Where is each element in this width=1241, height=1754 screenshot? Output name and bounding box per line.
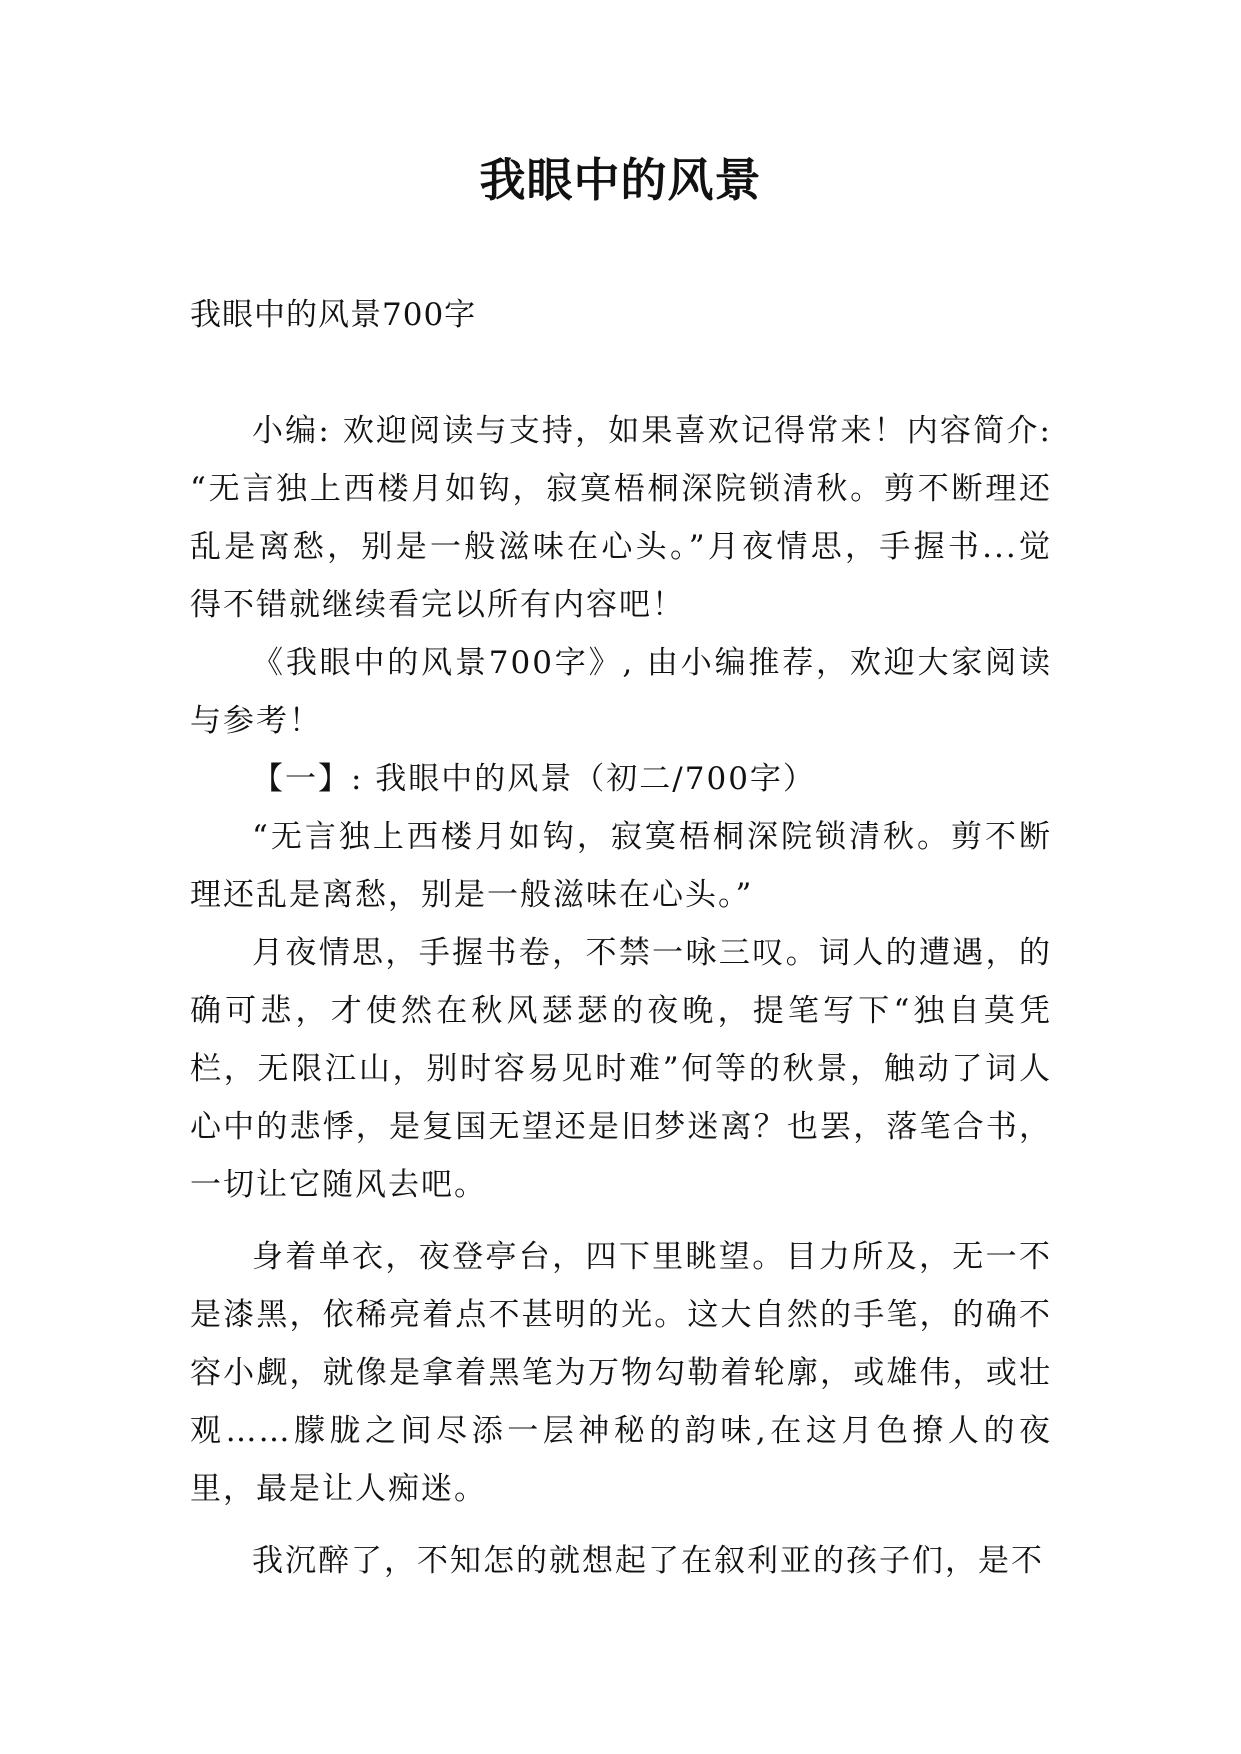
paragraph-night-view: 身着单衣，夜登亭台，四下里眺望。目力所及，无一不是漆黑，依稀亮着点不甚明的光。这大自然的手笔，的确不容小觑，就像是拿着黑笔为万物勾勒着轮廓，或雄伟，或壮观……朦胧之间尽添一层神秘的韵味,在这月色撩人的夜里，最是让人痴迷。	[190, 1239, 1052, 1507]
paragraph-section-heading: 【一】: 我眼中的风景（初二/700字）	[252, 761, 816, 797]
document-content	[190, 402, 1052, 1590]
document-title: 我眼中的风景	[479, 153, 762, 207]
document-subtitle: 我眼中的风景700字	[190, 297, 477, 333]
paragraph-intoxicated: 我沉醉了，不知怎的就想起了在叙利亚的孩子们，是不	[252, 1543, 1044, 1579]
paragraph-recommendation: 《我眼中的风景700字》, 由小编推荐，欢迎大家阅读与参考！	[190, 645, 1052, 739]
paragraph-moonlit-thoughts: 月夜情思，手握书卷，不禁一咏三叹。词人的遭遇，的确可悲，才使然在秋风瑟瑟的夜晚，提笔写下“独自莫凭栏，无限江山，别时容易见时难”何等的秋景，触动了词人心中的悲悸，是复国无望还是旧梦迷离？也罢，落笔合书，一切让它随风去吧。	[190, 935, 1052, 1203]
paragraph-intro: 小编: 欢迎阅读与支持，如果喜欢记得常来！内容简介: “无言独上西楼月如钩，寂寞梧桐深院锁清秋。剪不断理还乱是离愁，别是一般滋味在心头。”月夜情思，手握书...觉得不错就继续看完以所有内容吧！	[190, 413, 1052, 623]
paragraph-poem-quote: “无言独上西楼月如钩，寂寞梧桐深院锁清秋。剪不断理还乱是离愁，别是一般滋味在心头。”	[190, 819, 1052, 913]
